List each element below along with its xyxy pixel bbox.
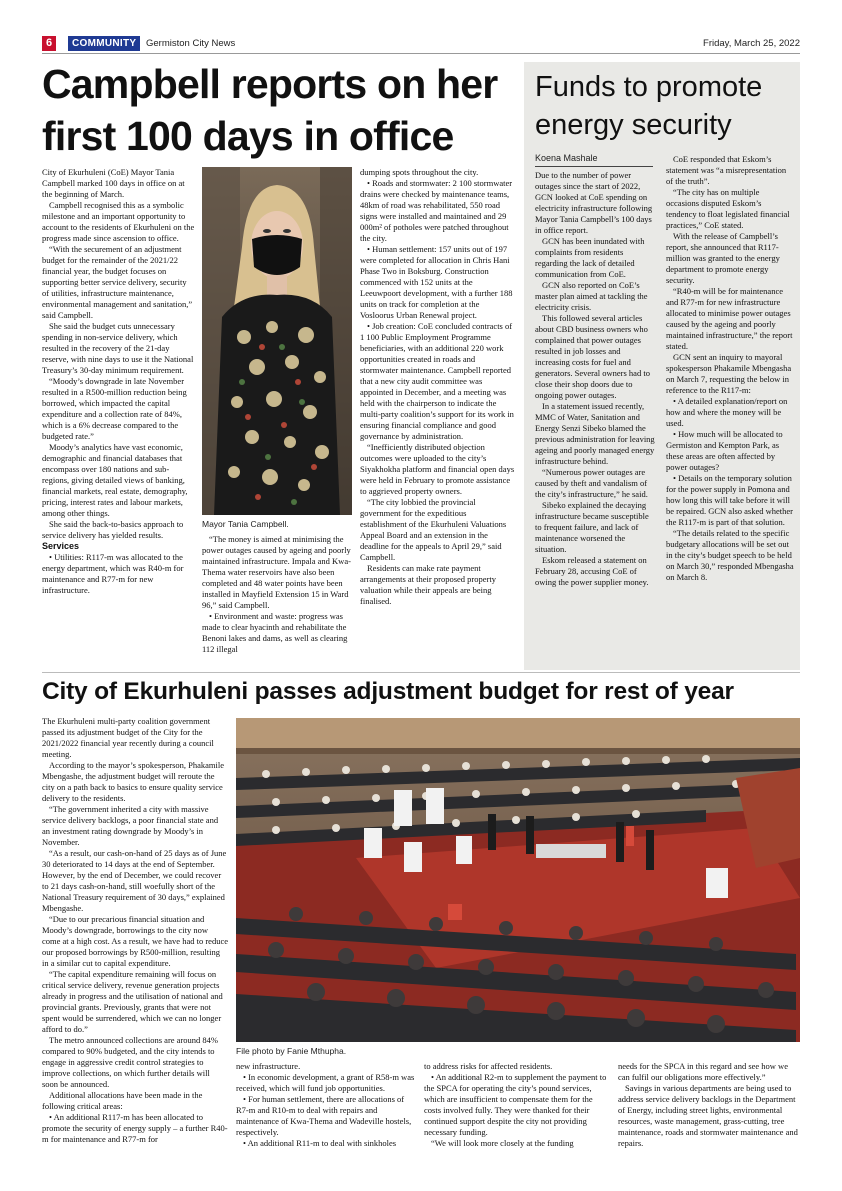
paragraph: • Environment and waste: progress was made to clear hyacinth and rehabilitate the Benoni lakes and dams, as well as clearing 112 illegal (202, 611, 348, 654)
paragraph: “The government inherited a city with massive service delivery backlogs, a poor financial state and an investment rating downgrade by Moody’s in November. (42, 804, 219, 847)
article1-column-3 (360, 167, 515, 670)
paragraph: She said the budget cuts unnecessary spending in non-service delivery, which resulted in the recovery of the 21-day reserve, with nine days to use it the National Treasury’s 30-day minimum requirement. (42, 321, 194, 375)
paragraph: “With the securement of an adjustment budget for the remainder of the 2021/22 financial year, the budget focuses on supporting better service delivery, security of utilities, infrastructure maintenance, environmental management and sanitation,” said Campbell. (42, 244, 193, 320)
subheading-services: Services (42, 541, 80, 551)
paragraph: • How much will be allocated to Germiston and Kempton Park, as these areas are often affected by power outages? (666, 429, 783, 472)
paragraph: CoE responded that Eskom’s statement was “a misrepresentation of the truth”. (666, 154, 787, 186)
section-tag: COMMUNITY (68, 36, 140, 51)
paragraph: GCN also reported on CoE’s master plan aimed at tackling the electricity crisis. (535, 280, 648, 312)
paragraph: “The details related to the specific budgetary allocations will be set out in the city’s budget speech to be held on March 30,” responded Mbengasha on March 8. (666, 528, 794, 582)
paragraph: • An additional R117-m has been allocated to promote the security of energy supply – a further R40-m for maintenance and R77-m for (42, 1112, 228, 1144)
sidebar-column-2 (666, 154, 794, 666)
paragraph: • An additional R11-m to deal with sinkholes (243, 1138, 397, 1148)
article2-column-4 (618, 1061, 800, 1161)
sidebar-headline: Funds to promote energy security (535, 71, 763, 141)
article1-headline: Campbell reports on her first 100 days in office (42, 61, 498, 159)
article2-column-2 (236, 1061, 416, 1161)
paragraph: • In economic development, a grant of R58-m was received, which will fund job opportunities. (236, 1072, 415, 1093)
council-chamber-image (236, 718, 800, 1042)
paragraph: new infrastructure. (236, 1061, 301, 1071)
paragraph: GCN has been inundated with complaints from residents regarding the lack of detailed communication from CoE. (535, 236, 645, 279)
paragraph: • An additional R2-m to supplement the payment to the SPCA for operating the city’s pound services, which are insufficient to compensate them for the costs involved fully. They were thanked for their continued support despite the city not providing necessary funding. (424, 1072, 607, 1137)
article1-column-2 (202, 534, 352, 670)
paragraph: Additional allocations have been made in the following critical areas: (42, 1090, 203, 1111)
paragraph: The Ekurhuleni multi-party coalition government passed its adjustment budget of the City for the 2021/2022 financial year recently during a council meeting. (42, 716, 214, 759)
paragraph: • Human settlement: 157 units out of 197 were completed for allocation in Chris Hani Phase Two in Boksburg. Construction commenced with 152 units at the Leeuwpoort development, with a further 188 units on track for completion at the Vosloorus Urban Renewal project. (360, 244, 513, 320)
paragraph: • Roads and stormwater: 2 100 stormwater drains were checked by maintenance teams, 48km of road was rehabilitated, 550 road signs were installed and maintained and 29 000m² of potholes were patched throughout the city. (360, 178, 513, 243)
paragraph: According to the mayor’s spokesperson, Phakamile Mbengashe, the adjustment budget will reroute the city on a path back to basics to ensure quality service delivery to the residents. (42, 760, 225, 803)
paragraph: “R40-m will be for maintenance and R77-m for new infrastructure allocated to minimise power outages caused by the ageing and poorly maintained infrastructure,” the report stated. (666, 286, 793, 351)
mayor-photo-caption: Mayor Tania Campbell. (202, 519, 289, 529)
paragraph: “The city lobbied the provincial government for the expeditious establishment of the Ekurhuleni Valuations Appeal Board and an extension in the deadline for the appeals to April 29,” said Campbell. (360, 497, 507, 562)
page-header (42, 36, 800, 52)
paragraph: Campbell recognised this as a symbolic milestone and an important opportunity to account to the residents of Ekurhuleni on the progress made since ascension to office. (42, 200, 195, 243)
section-divider (42, 672, 800, 673)
paragraph: Due to the number of power outages since the start of 2022, GCN looked at CoE spending on electricity infrastructure following Mayor Tania Campbell’s 100 days in office report. (535, 170, 653, 235)
paragraph: • Job creation: CoE concluded contracts of 1 100 Public Employment Programme beneficiaries, with an additional 220 work opportunities created in roads and stormwater maintenance. Campbell reported that a new city audit committee was appointed in December, and a meeting was held with the chairperson to indicate the multi-party coalition’s support for its work in ensuring financial compliance and good governance by administration. (360, 321, 514, 441)
paragraph: “Moody’s downgrade in late November resulted in a R500-million reduction being borrowed, which impacted the capital expenditure and a collection rate of 84%, which is a 6% decrease compared to the budgeted rate.” (42, 376, 187, 441)
paragraph: She said the back-to-basics approach to service delivery has yielded results. (42, 519, 184, 540)
paragraph: • Details on the temporary solution for the power supply in Pomona and how long this will take before it will be repaired. GCN also asked whether the R117-m is part of that solution. (666, 473, 793, 527)
article1-column-1 (42, 167, 195, 670)
paragraph: “The money is aimed at minimising the power outages caused by ageing and poorly maintained infrastructure. Impala and Kwa-Thema water reservoirs have also been completed and 48 water points have been installed in Mayfield Extension 15 in Ward 96,” said Campbell. (202, 534, 351, 610)
paragraph: GCN sent an inquiry to mayoral spokesperson Phakamile Mbengasha on March 7, requesting the below in reference to the R117-m: (666, 352, 792, 395)
paragraph: “We will look more closely at the funding (431, 1138, 574, 1148)
header-divider (42, 53, 800, 54)
paragraph: “The city has on multiple occasions disputed Eskom’s tendency to float legislated financial practices,” CoE stated. (666, 187, 790, 230)
council-photo-caption: File photo by Fanie Mthupha. (236, 1046, 347, 1056)
paragraph: “The capital expenditure remaining will focus on critical service delivery, revenue generation projects already in progress and the utilisation of national and provincial grants. Previously, grants that were not spent would be surrendered, which we can no longer afford to do.” (42, 969, 223, 1034)
paragraph: In a statement issued recently, MMC of Water, Sanitation and Energy Senzi Sibeko blamed the previous administration for leaving ageing and poorly managed energy infrastructure behind. (535, 401, 655, 466)
publication-date: Friday, March 25, 2022 (703, 38, 800, 49)
paragraph: • A detailed explanation/report on how and where the money will be used. (666, 396, 788, 428)
paragraph: to address risks for affected residents. (424, 1061, 553, 1071)
sidebar-byline: Koena Mashale (535, 153, 598, 163)
paragraph: needs for the SPCA in this regard and see how we can fulfil our obligations more effectively.” (618, 1061, 788, 1082)
mayor-portrait-image (202, 167, 352, 515)
paragraph: City of Ekurhuleni (CoE) Mayor Tania Campbell marked 100 days in office on at the beginning of March. (42, 167, 185, 199)
paragraph: Moody’s analytics have vast economic, demographic and financial databases that encompass over 180 nations and sub-regions, giving detailed views of banking, financial markets, real estate, demography, pricing, interest rates and labour markets, among other things. (42, 442, 188, 518)
paragraph: “As a result, our cash-on-hand of 25 days as of June 30 deteriorated to 14 days at the end of September. However, by the end of December, we could recover to 21 days cash-on-hand, still woefully short of the National Treasury requirement of 30 days,” explained Mbengashe. (42, 848, 227, 913)
paragraph: dumping spots throughout the city. (360, 167, 479, 177)
paragraph: The metro announced collections are around 84% compared to 90% budgeted, and the city intends to engage in aggressive credit control strategies to improve collections, on which further details will soon be announced. (42, 1035, 218, 1089)
paragraph: • Utilities: R117-m was allocated to the energy department, which was R40-m for maintenance and R77-m for new infrastructure. (42, 552, 184, 595)
paragraph: “Numerous power outages are caused by theft and vandalism of the city’s infrastructure,” he said. (535, 467, 648, 499)
paragraph: “Inefficiently distributed objection outcomes were uploaded to the city’s Siyakhokha platform and financial open days were held in February to promote assistance to aggrieved property owners. (360, 442, 515, 496)
paragraph: Eskom released a statement on February 28, accusing CoE of owing the power supplier money. (535, 555, 649, 587)
page-number: 6 (42, 36, 56, 51)
article2-column-3 (424, 1061, 610, 1161)
sidebar-column-1 (535, 170, 657, 666)
paragraph: Sibeko explained the decaying infrastructure became susceptible to frequent failure, and lack of maintenance worsened the situation. (535, 500, 649, 554)
byline-divider (535, 166, 653, 167)
article2-headline: City of Ekurhuleni passes adjustment budget for rest of year (42, 678, 734, 705)
paragraph: Savings in various departments are being used to address service delivery backlogs in the Department of Energy, including street lights, environmental resources, waste management, grass-cutting, tree maintenance, roads and stormwater maintenance and repairs. (618, 1083, 798, 1148)
paragraph: “Due to our precarious financial situation and Moody’s downgrade, borrowings to the city now come at a high cost. As a result, we have had to reduce our proposed borrowings by R500-million, resulting in a similar cut to capital expenditure. (42, 914, 228, 968)
paragraph: With the release of Campbell’s report, she announced that R117-million was granted to the energy department to promote energy security. (666, 231, 780, 285)
mayor-photo (202, 167, 352, 515)
article2-column-1 (42, 716, 228, 1162)
paragraph: This followed several articles about CBD business owners who complained that power outages resulted in job losses and increasing costs for fuel and generators. Several owners had to close their shop doors due to ongoing power outages. (535, 313, 650, 400)
council-meeting-photo (236, 718, 800, 1042)
publication-name: Germiston City News (146, 38, 236, 49)
paragraph: • For human settlement, there are allocations of R7-m and R10-m to deal with repairs and maintenance of Kwa-Thema and Wadeville hostels, respectively. (236, 1094, 412, 1137)
paragraph: Residents can make rate payment arrangements at their proposed property valuation while their appeals are being finalised. (360, 563, 496, 606)
